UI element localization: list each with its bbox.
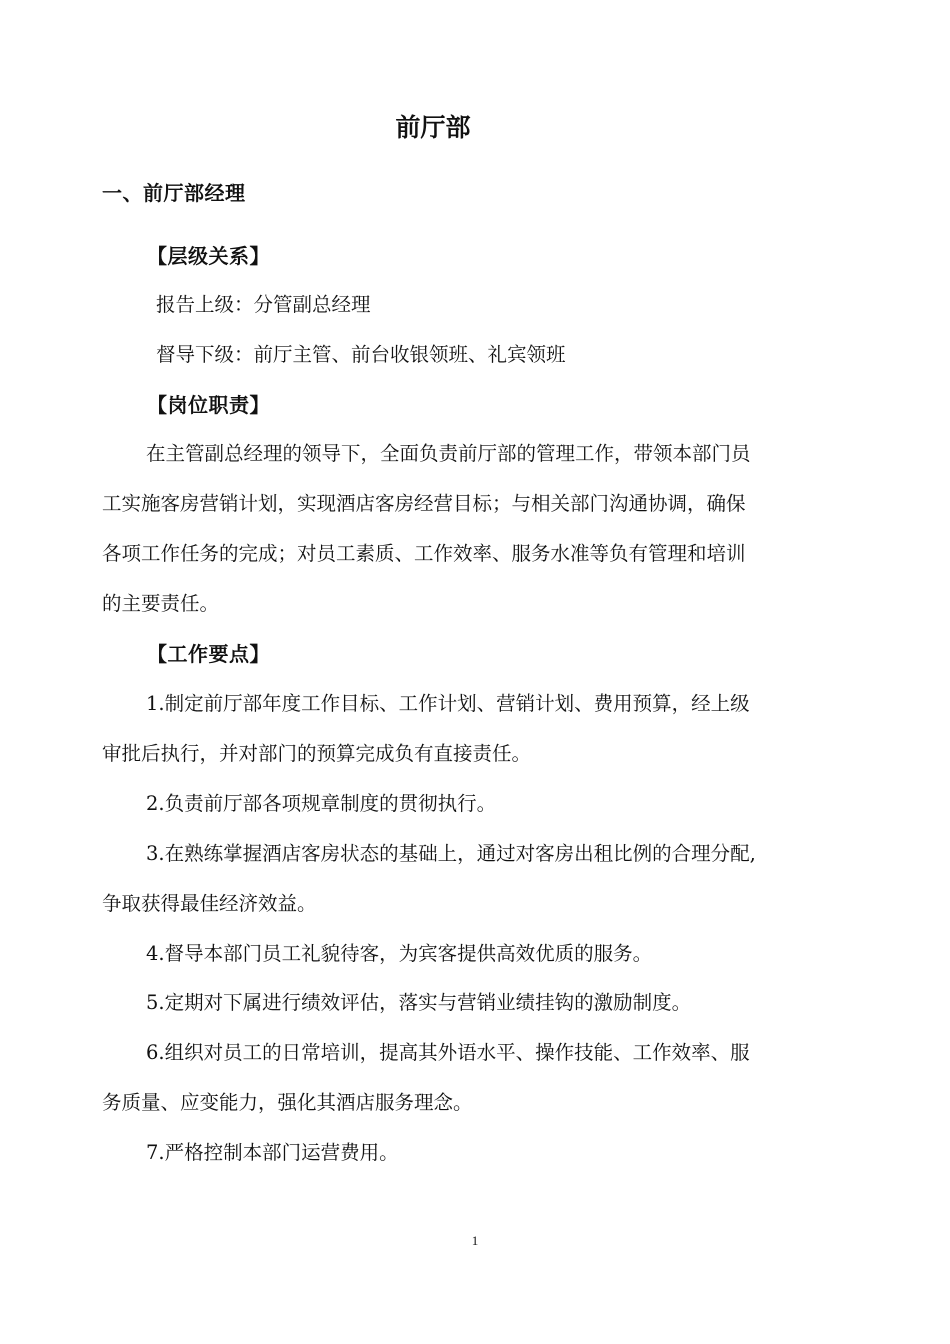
key-point-item-6: 6.组织对员工的日常培训，提高其外语水平、操作技能、工作效率、服 [146,1041,750,1064]
key-point-item-2: 2.负责前厅部各项规章制度的贯彻执行。 [146,792,497,815]
section-heading: 一、前厅部经理 [102,181,246,205]
report-to-line: 报告上级：分管副总经理 [156,293,371,316]
key-point-item-1-cont: 审批后执行，并对部门的预算完成负有直接责任。 [102,742,532,765]
key-points-heading: 【工作要点】 [147,642,270,666]
key-point-item-3: 3.在熟练掌握酒店客房状态的基础上，通过对客房出租比例的合理分配, [146,842,756,865]
key-point-item-7: 7.严格控制本部门运营费用。 [146,1141,399,1164]
duties-line: 的主要责任。 [102,592,220,615]
key-point-item-5: 5.定期对下属进行绩效评估，落实与营销业绩挂钩的激励制度。 [146,991,692,1014]
hierarchy-heading: 【层级关系】 [147,244,270,268]
supervise-line: 督导下级：前厅主管、前台收银领班、礼宾领班 [156,343,566,366]
key-point-item-4: 4.督导本部门员工礼貌待客，为宾客提供高效优质的服务。 [146,942,653,965]
duties-line: 工实施客房营销计划，实现酒店客房经营目标；与相关部门沟通协调，确保 [102,492,746,515]
key-point-item-3-cont: 争取获得最佳经济效益。 [102,892,317,915]
key-point-item-6-cont: 务质量、应变能力，强化其酒店服务理念。 [102,1091,473,1114]
duties-line: 各项工作任务的完成；对员工素质、工作效率、服务水准等负有管理和培训 [102,542,746,565]
duties-line: 在主管副总经理的领导下，全面负责前厅部的管理工作，带领本部门员 [146,442,751,465]
page-number: 1 [471,1233,479,1248]
page-title: 前厅部 [395,113,471,142]
duties-heading: 【岗位职责】 [147,393,270,417]
key-point-item-1: 1.制定前厅部年度工作目标、工作计划、营销计划、费用预算，经上级 [146,692,750,715]
